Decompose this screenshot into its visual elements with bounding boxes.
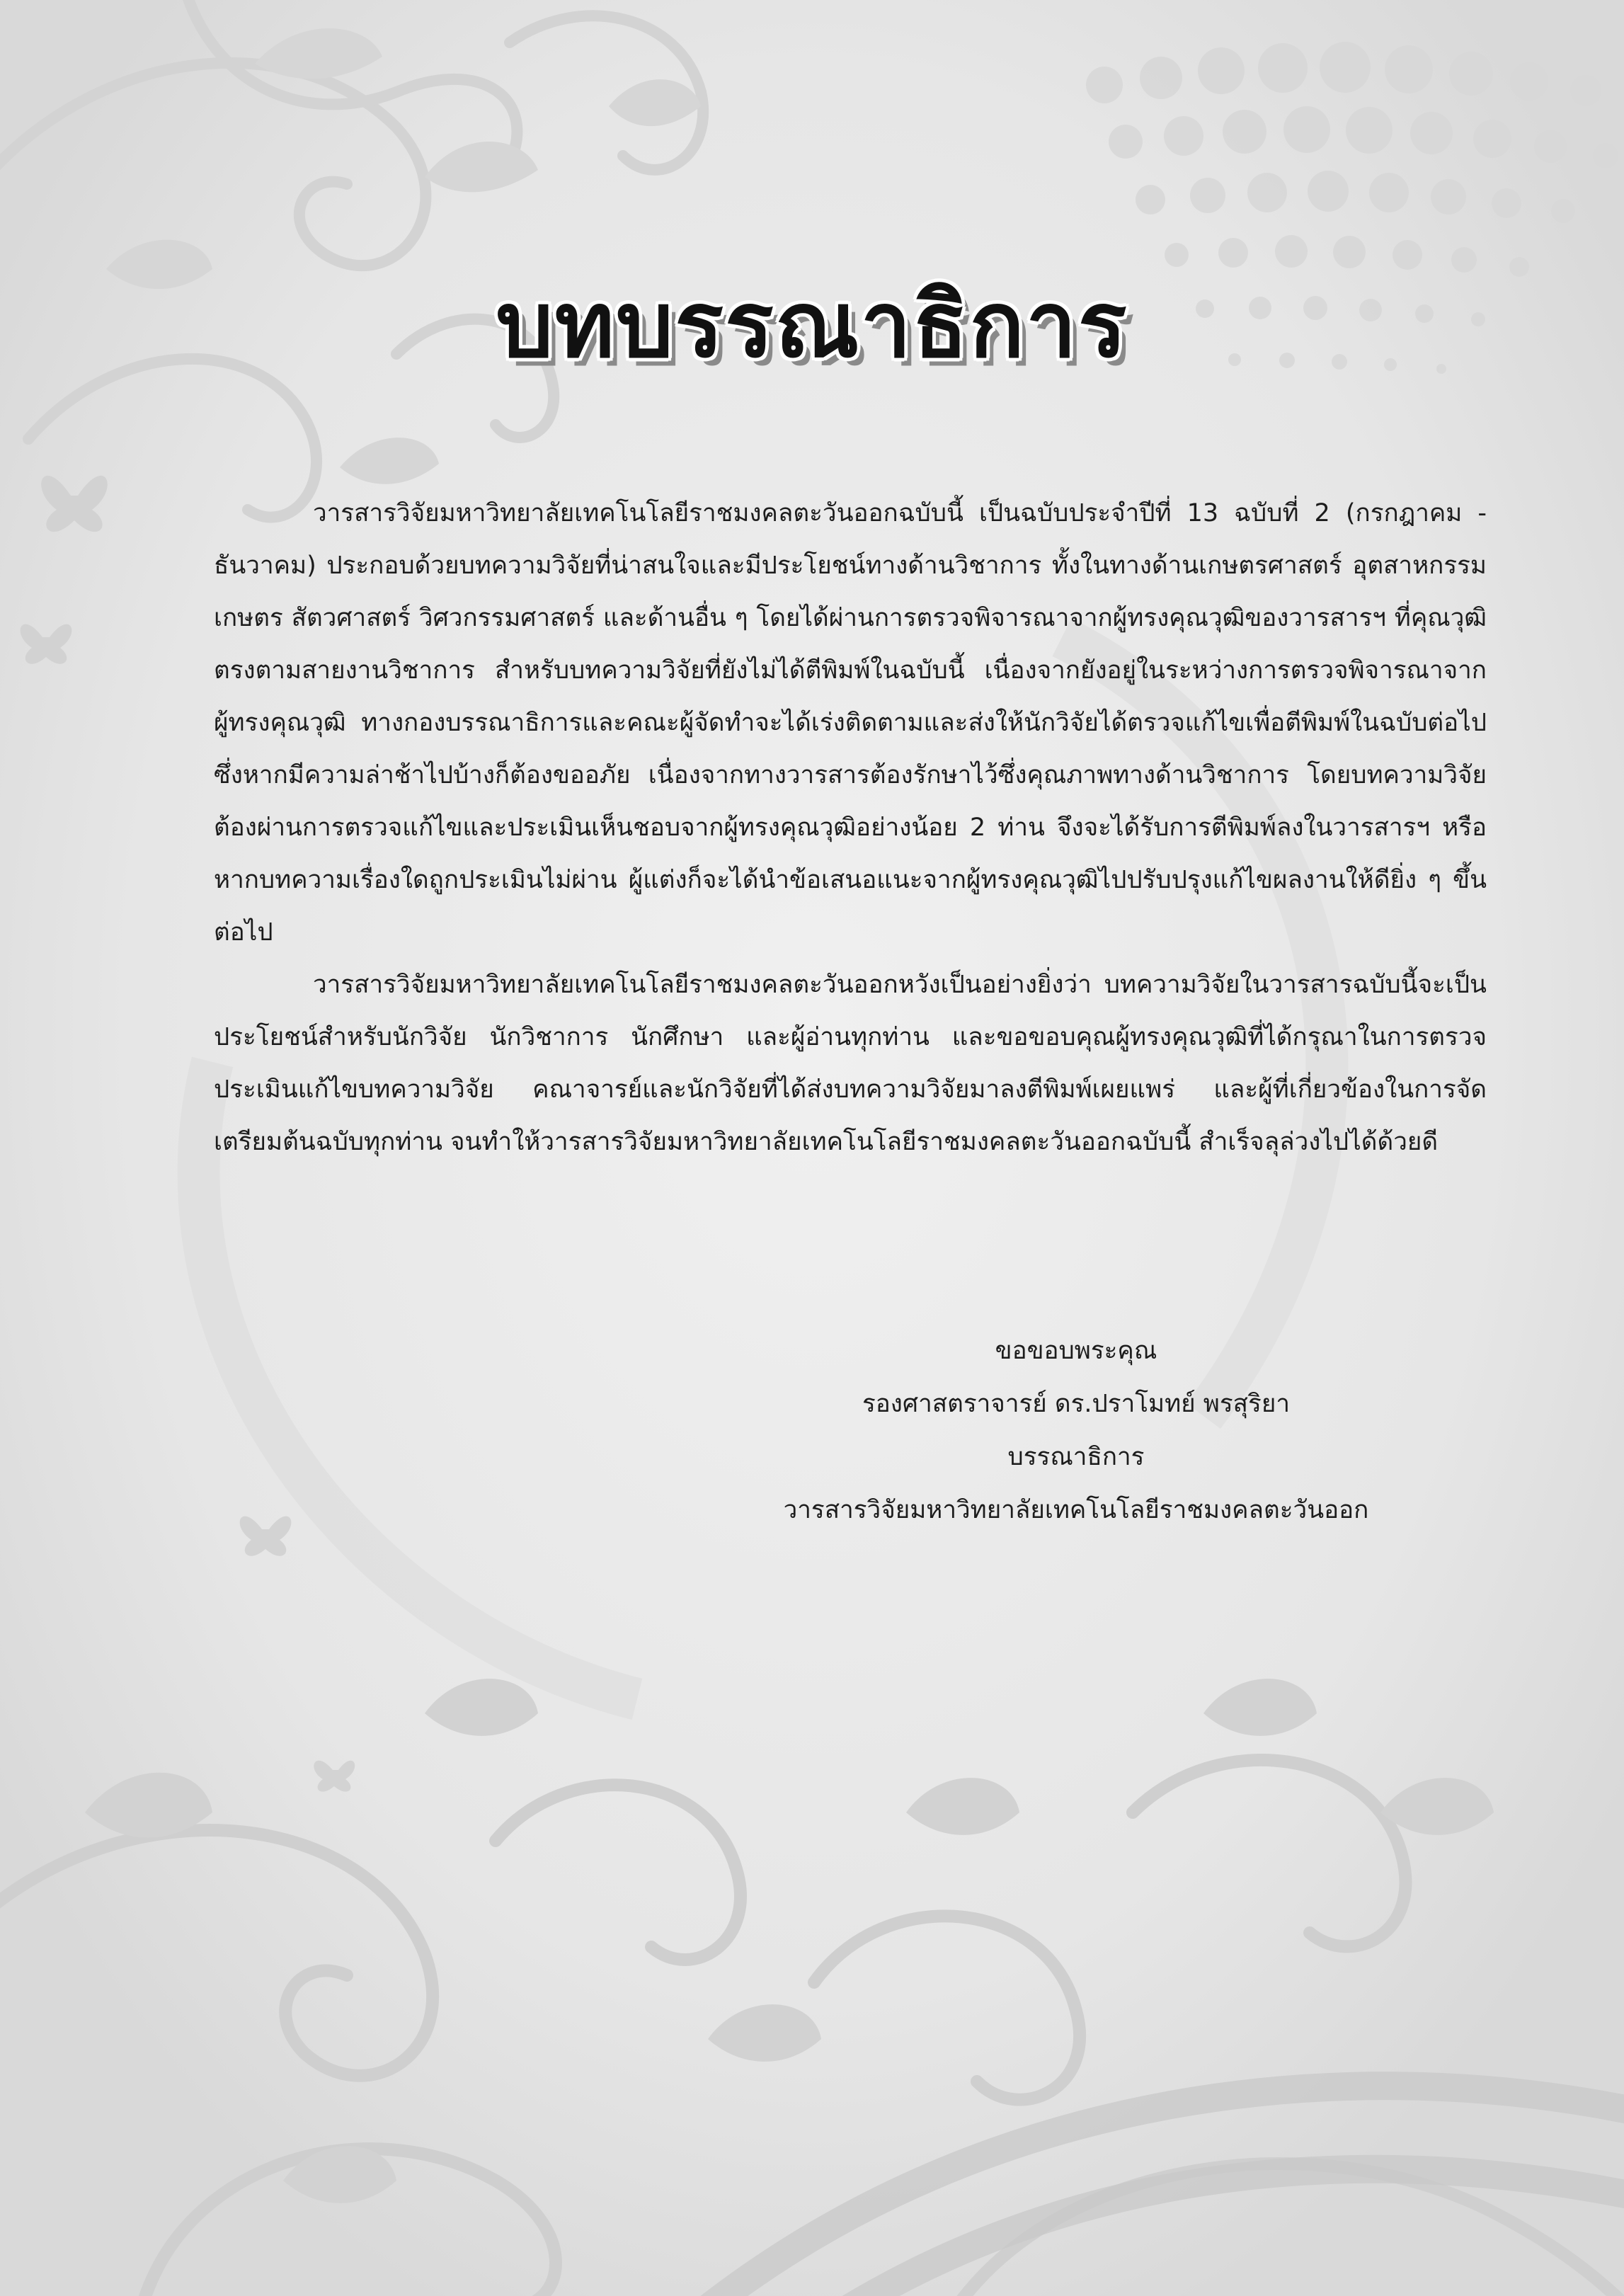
paragraph-2: วารสารวิจัยมหาวิทยาลัยเทคโนโลยีราชมงคลตะวันออกหวังเป็นอย่างยิ่งว่า บทความวิจัยในวารสารฉบับนี้จะเป็นประโยชน์สำหรับนักวิจัย นักวิชาการ นักศึกษา และผู้อ่านทุกท่าน และขอขอบคุณผู้ทรงคุณวุฒิที่ได้กรุณาในการตรวจประเมินแก้ไขบทความวิจัย คณาจารย์และนักวิจัยที่ได้ส่งบทความวิจัยมาลงตีพิมพ์เผยแพร่ และผู้ที่เกี่ยวข้องในการจัดเตรียมต้นฉบับทุกท่าน จนทำให้วารสารวิจัยมหาวิทยาลัยเทคโนโลยีราชมงคลตะวันออกฉบับนี้ สำเร็จลุล่วงไปได้ด้วยดี: [214, 971, 1487, 1156]
paragraph-1: วารสารวิจัยมหาวิทยาลัยเทคโนโลยีราชมงคลตะวันออกฉบับนี้ เป็นฉบับประจำปีที่ 13 ฉบับที่ 2 (กรกฎาคม - ธันวาคม) ประกอบด้วยบทความวิจัยที่น่าสนใจและมีประโยชน์ทางด้านวิชาการ ทั้งในทางด้านเกษตรศาสตร์ อุตสาหกรรมเกษตร สัตวศาสตร์ วิศวกรรมศาสตร์ และด้านอื่น ๆ โดยได้ผ่านการตรวจพิจารณาจากผู้ทรงคุณวุฒิของวารสารฯ ที่คุณวุฒิตรงตามสายงานวิชาการ สำหรับบทความวิจัยที่ยังไม่ได้ตีพิมพ์ในฉบับนี้ เนื่องจากยังอยู่ในระหว่างการตรวจพิจารณาจากผู้ทรงคุณวุฒิ ทางกองบรรณาธิการและคณะผู้จัดทำจะได้เร่งติดตามและส่งให้นักวิจัยได้ตรวจแก้ไขเพื่อตีพิมพ์ในฉบับต่อไป ซึ่งหากมีความล่าช้าไปบ้างก็ต้องขออภัย เนื่องจากทางวารสารต้องรักษาไว้ซึ่งคุณภาพทางด้านวิชาการ โดยบทความวิจัยต้องผ่านการตรวจแก้ไขและประเมินเห็นชอบจากผู้ทรงคุณวุฒิอย่างน้อย 2 ท่าน จึงจะได้รับการตีพิมพ์ลงในวารสารฯ หรือหากบทความเรื่องใดถูกประเมินไม่ผ่าน ผู้แต่งก็จะได้นำข้อเสนอแนะจากผู้ทรงคุณวุฒิไปปรับปรุงแก้ไขผลงานให้ดียิ่ง ๆ ขึ้นต่อไป: [214, 499, 1487, 947]
signature-name: รองศาสตราจารย์ ดร.ปราโมทย์ พรสุริยา: [862, 1390, 1290, 1418]
editorial-body: [214, 487, 1487, 1168]
signature-block: [722, 1325, 1430, 1537]
signature-position: บรรณาธิการ: [1007, 1443, 1145, 1471]
page-title: บทบรรณาธิการ: [496, 273, 1128, 378]
signature-organization: วารสารวิจัยมหาวิทยาลัยเทคโนโลยีราชมงคลตะวันออก: [783, 1496, 1369, 1524]
signature-closing: ขอขอบพระคุณ: [995, 1337, 1157, 1365]
